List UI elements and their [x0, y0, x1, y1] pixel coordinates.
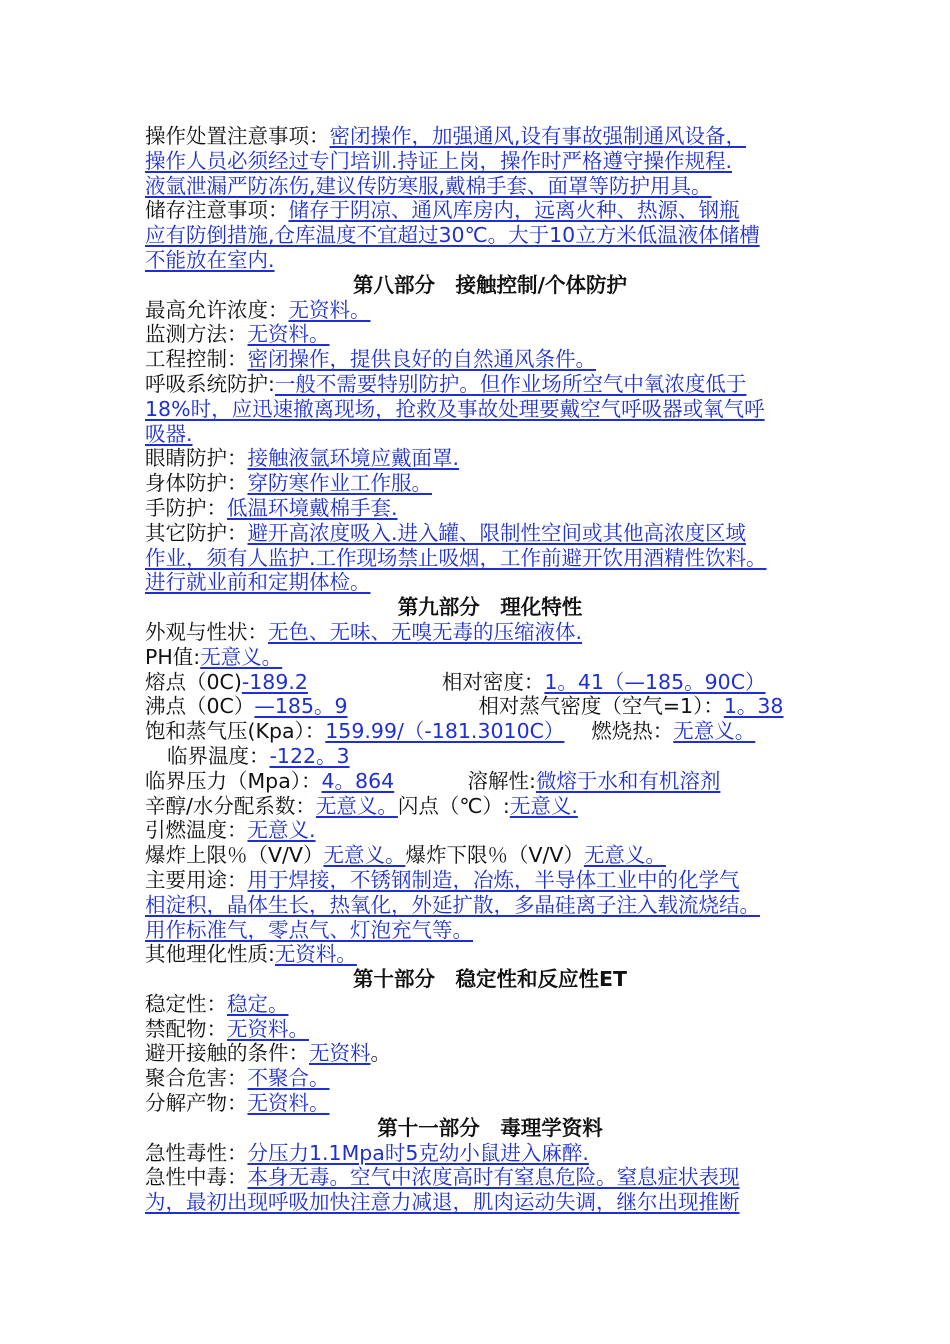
field-label: 禁配物： [145, 1016, 227, 1041]
field-label: 避开接触的条件： [145, 1041, 309, 1066]
text-line [145, 893, 835, 918]
field-value: 穿防寒作业工作服。 [247, 471, 432, 496]
boiling-vapor-density-row [145, 694, 835, 719]
field-label: 外观与性状： [145, 619, 268, 644]
field-value: 储存于阴凉、通风库房内，远离火种、热源、钢瓶 [288, 198, 740, 223]
field-value: 稳定。 [227, 991, 289, 1016]
other-protection-row [145, 521, 835, 546]
field-label: 沸点（0C） [145, 694, 255, 719]
field-label: 急性中毒： [145, 1165, 248, 1190]
field-value: 无意义。 [673, 719, 756, 744]
melting-density-row [145, 670, 835, 695]
field-value: —185。9 [254, 694, 348, 719]
document-page [145, 124, 835, 1215]
field-value: 无色、无味、无嗅无毒的压缩液体. [268, 619, 583, 644]
explosion-limits-row [145, 843, 835, 868]
text-line [145, 149, 835, 174]
field-value: 无资料。 [227, 1016, 309, 1041]
appearance-row [145, 620, 835, 645]
field-value: 无意义。 [200, 644, 283, 669]
field-value: 作业，须有人监护.工作现场禁止吸烟，工作前避开饮用酒精性饮料。 [145, 545, 767, 570]
field-label: PH值: [145, 644, 201, 669]
field-label: 操作处置注意事项： [145, 124, 330, 148]
ph-row [145, 645, 835, 670]
field-label: 饱和蒸气压(Kpa）： [145, 719, 326, 744]
text-line [145, 174, 835, 199]
field-value: 用作标准气，零点气、灯泡充气等。 [145, 917, 473, 942]
field-label: 呼吸系统防护: [145, 371, 275, 396]
section-heading-10: 第十部分 稳定性和反应性ET [353, 967, 627, 992]
text-line [145, 223, 835, 248]
field-value: 无资料。 [288, 297, 371, 322]
field-label: 聚合危害： [145, 1066, 248, 1091]
field-label: 身体防护： [145, 471, 248, 496]
text-line [145, 397, 835, 422]
critical-pressure-solubility-row [145, 769, 835, 794]
field-label: 临界温度： [167, 743, 270, 768]
field-label: 其它防护： [145, 520, 248, 545]
field-label: 闪点（℃）: [397, 793, 510, 818]
respiratory-row [145, 372, 835, 397]
body-row [145, 471, 835, 496]
field-label: 主要用途： [145, 867, 248, 892]
field-label: 工程控制： [145, 347, 248, 372]
field-trailing-text: 。 [370, 1041, 391, 1066]
field-value: 吸器. [145, 421, 193, 446]
other-properties-row [145, 942, 835, 967]
field-label: 急性毒性： [145, 1140, 248, 1165]
field-value: 相淀积，晶体生长，热氧化，外延扩散，多晶硅离子注入载流烧结。 [145, 892, 760, 917]
field-value: 不能放在室内. [145, 247, 275, 272]
field-value: 4。864 [321, 768, 395, 793]
field-value: 分压力1.1Mpa时5克幼小鼠进入麻醉. [247, 1140, 589, 1165]
incompatible-row [145, 1017, 835, 1042]
hand-row [145, 496, 835, 521]
mac-row [145, 298, 835, 323]
field-value: 应有防倒措施,仓库温度不宜超过30℃。大于10立方米低温液体储槽 [145, 223, 760, 248]
field-label: 监测方法： [145, 322, 248, 347]
field-value: 密闭操作，加强通风,设有事故强制通风设备， [329, 124, 747, 148]
field-label: 临界压力（Mpa）： [145, 768, 322, 793]
field-value: 微熔于水和有机溶剂 [535, 768, 721, 793]
main-use-row [145, 868, 835, 893]
field-label: 分解产物： [145, 1091, 248, 1116]
field-value: 无意义。 [583, 843, 666, 868]
text-line [145, 248, 835, 273]
text-line [145, 918, 835, 943]
field-value: 无资料 [309, 1041, 371, 1066]
field-label: 眼睛防护： [145, 446, 248, 471]
text-line [145, 546, 835, 571]
partition-flash-row [145, 794, 835, 819]
field-label: 辛醇/水分配系数： [145, 793, 316, 818]
field-value: -122。3 [269, 743, 350, 768]
field-value: 用于焊接，不锈钢制造，冶炼，半导体工业中的化学气 [247, 867, 740, 892]
polymerization-row [145, 1066, 835, 1091]
engineering-row [145, 347, 835, 372]
field-value: 液氩泄漏严防冻伤,建议传防寒服,戴棉手套、面罩等防护用具。 [145, 173, 712, 198]
field-value: 接触液氩环境应戴面罩. [247, 446, 460, 471]
field-label: 引燃温度： [145, 818, 248, 843]
critical-temp-row [145, 744, 835, 769]
text-line [145, 570, 835, 595]
field-label: 熔点（0C) [145, 669, 242, 694]
field-label: 相对蒸气密度（空气=1）： [478, 694, 724, 719]
section-heading-8: 第八部分 接触控制/个体防护 [353, 272, 627, 297]
vapor-pressure-row [145, 719, 835, 744]
field-label: 其他理化性质: [145, 942, 275, 967]
field-label: 相对密度： [441, 669, 545, 694]
acute-toxicity-row [145, 1141, 835, 1166]
section-heading-9: 第九部分 理化特性 [397, 595, 583, 620]
field-value: 避开高浓度吸入.进入罐、限制性空间或其他高浓度区域 [247, 520, 747, 545]
decomposition-row [145, 1091, 835, 1116]
field-value: 无意义。 [315, 793, 398, 818]
section-heading-11: 第十一部分 毒理学资料 [377, 1115, 603, 1140]
field-value: 无资料。 [247, 322, 330, 347]
field-value: 一般不需要特别防护。但作业场所空气中氧浓度低于 [274, 371, 747, 396]
field-value: 无意义. [509, 793, 578, 818]
field-value: -189.2 [241, 669, 308, 694]
field-label: 爆炸上限％（V/V） [145, 843, 324, 868]
field-value: 18%时，应迅速撤离现场，抢救及事故处理要戴空气呼吸器或氧气呼 [145, 396, 765, 421]
field-value: 1。41（—185。90C） [544, 669, 766, 694]
text-line [145, 1190, 835, 1215]
field-label: 储存注意事项： [145, 198, 289, 223]
field-label: 爆炸下限％（V/V） [405, 843, 584, 868]
stability-row [145, 992, 835, 1017]
storage-precautions [145, 198, 835, 223]
ignition-row [145, 818, 835, 843]
field-value: 无意义。 [323, 843, 406, 868]
field-value: 进行就业前和定期体检。 [145, 570, 371, 595]
field-value: 为，最初出现呼吸加快注意力减退，肌肉运动失调，继尔出现推断 [145, 1190, 740, 1215]
operation-precautions [145, 124, 835, 149]
field-value: 本身无毒。空气中浓度高时有窒息危险。窒息症状表现 [247, 1165, 740, 1190]
field-label: 溶解性: [467, 768, 536, 793]
text-line [145, 422, 835, 447]
avoid-conditions-row [145, 1041, 835, 1066]
field-label: 稳定性： [145, 991, 227, 1016]
monitor-row [145, 322, 835, 347]
field-value: 低温环境戴棉手套. [227, 495, 398, 520]
acute-poisoning-row [145, 1165, 835, 1190]
field-value: 操作人员必须经过专门培训.持证上岗，操作时严格遵守操作规程. [145, 148, 733, 173]
field-value: 无资料。 [247, 1091, 330, 1116]
field-label: 燃烧热： [591, 719, 674, 744]
field-value: 密闭操作，提供良好的自然通风条件。 [247, 347, 596, 372]
field-value: 159.99/（-181.3010C） [325, 719, 565, 744]
eye-row [145, 446, 835, 471]
field-value: 无意义. [247, 818, 316, 843]
field-value: 无资料。 [274, 942, 357, 967]
field-value: 不聚合。 [247, 1066, 330, 1091]
field-value: 1。38 [723, 694, 784, 719]
field-label: 最高允许浓度： [145, 297, 289, 322]
field-label: 手防护： [145, 495, 227, 520]
